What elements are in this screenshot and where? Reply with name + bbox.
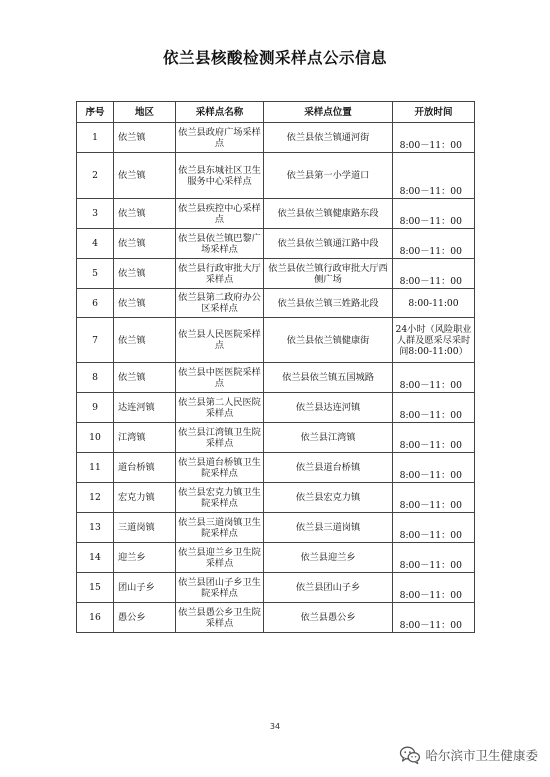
row-opening-hours: 8:00－11：00 xyxy=(393,603,475,633)
row-opening-hours: 8:00-11:00 xyxy=(393,289,475,318)
row-site-name: 依兰县依兰镇巴黎广场采样点 xyxy=(176,229,264,259)
row-opening-hours: 8:00－11：00 xyxy=(393,363,475,393)
table-row xyxy=(77,153,475,199)
row-region: 达连河镇 xyxy=(114,393,176,423)
row-site-name: 依兰县团山子乡卫生院采样点 xyxy=(176,573,264,603)
row-number: 7 xyxy=(77,318,114,363)
table-row xyxy=(77,423,475,453)
row-number: 11 xyxy=(77,453,114,483)
row-number: 2 xyxy=(77,153,114,199)
row-site-name: 依兰县江湾镇卫生院采样点 xyxy=(176,423,264,453)
row-site-name: 依兰县中医医院采样点 xyxy=(176,363,264,393)
column-header-site-location: 采样点位置 xyxy=(264,102,393,123)
row-number: 8 xyxy=(77,363,114,393)
row-site-name: 依兰县人民医院采样点 xyxy=(176,318,264,363)
row-region: 依兰镇 xyxy=(114,153,176,199)
row-site-name: 依兰县三道岗镇卫生院采样点 xyxy=(176,513,264,543)
table-row xyxy=(77,543,475,573)
row-site-location: 依兰县愚公乡 xyxy=(264,603,393,633)
table-row xyxy=(77,603,475,633)
row-site-location: 依兰县三道岗镇 xyxy=(264,513,393,543)
row-number: 12 xyxy=(77,483,114,513)
table-row xyxy=(77,453,475,483)
row-site-name: 依兰县疾控中心采样点 xyxy=(176,199,264,229)
table-header-row xyxy=(77,102,475,123)
row-number: 15 xyxy=(77,573,114,603)
row-opening-hours: 8:00－11：00 xyxy=(393,153,475,199)
row-region: 团山子乡 xyxy=(114,573,176,603)
row-region: 三道岗镇 xyxy=(114,513,176,543)
row-opening-hours: 8:00－11：00 xyxy=(393,543,475,573)
row-site-name: 依兰县行政审批大厅采样点 xyxy=(176,259,264,289)
row-opening-hours: 8:00－11：00 xyxy=(393,199,475,229)
row-number: 9 xyxy=(77,393,114,423)
wechat-icon xyxy=(399,745,421,765)
watermark xyxy=(399,744,538,766)
row-number: 14 xyxy=(77,543,114,573)
row-site-name: 依兰县迎兰乡卫生院采样点 xyxy=(176,543,264,573)
row-site-location: 依兰县依兰镇通江路中段 xyxy=(264,229,393,259)
row-number: 13 xyxy=(77,513,114,543)
sampling-sites-table xyxy=(76,101,475,633)
table-row xyxy=(77,229,475,259)
row-site-location: 依兰县依兰镇五国城路 xyxy=(264,363,393,393)
row-site-name: 依兰县第二人民医院采样点 xyxy=(176,393,264,423)
row-region: 依兰镇 xyxy=(114,199,176,229)
row-site-location: 依兰县依兰镇行政审批大厅西侧广场 xyxy=(264,259,393,289)
watermark-text: 哈尔滨市卫生健康委 xyxy=(425,748,538,763)
row-site-location: 依兰县依兰镇健康街 xyxy=(264,318,393,363)
row-site-location: 依兰县依兰镇三姓路北段 xyxy=(264,289,393,318)
row-site-location: 依兰县迎兰乡 xyxy=(264,543,393,573)
row-site-name: 依兰县道台桥镇卫生院采样点 xyxy=(176,453,264,483)
column-header-opening-hours: 开放时间 xyxy=(393,102,475,123)
row-opening-hours: 8:00－11：00 xyxy=(393,573,475,603)
column-header-site-name: 采样点名称 xyxy=(176,102,264,123)
table-row xyxy=(77,513,475,543)
table-row xyxy=(77,199,475,229)
row-opening-hours: 8:00－11：00 xyxy=(393,453,475,483)
row-site-location: 依兰县团山子乡 xyxy=(264,573,393,603)
table-row xyxy=(77,318,475,363)
row-site-location: 依兰县江湾镇 xyxy=(264,423,393,453)
page-number: 34 xyxy=(269,722,281,731)
row-number: 4 xyxy=(77,229,114,259)
row-region: 依兰镇 xyxy=(114,259,176,289)
table-row xyxy=(77,483,475,513)
row-opening-hours: 8:00－11：00 xyxy=(393,229,475,259)
row-site-location: 依兰县第一小学道口 xyxy=(264,153,393,199)
table-row xyxy=(77,289,475,318)
row-region: 依兰镇 xyxy=(114,123,176,153)
table-row xyxy=(77,393,475,423)
row-region: 迎兰乡 xyxy=(114,543,176,573)
row-region: 依兰镇 xyxy=(114,363,176,393)
row-region: 宏克力镇 xyxy=(114,483,176,513)
table-row xyxy=(77,573,475,603)
table-row xyxy=(77,123,475,153)
row-site-name: 依兰县愚公乡卫生院采样点 xyxy=(176,603,264,633)
row-opening-hours: 8:00－11：00 xyxy=(393,483,475,513)
page-title: 依兰县核酸检测采样点公示信息 xyxy=(162,49,387,67)
row-site-location: 依兰县依兰镇通河街 xyxy=(264,123,393,153)
row-site-name: 依兰县东城社区卫生服务中心采样点 xyxy=(176,153,264,199)
row-site-location: 依兰县宏克力镇 xyxy=(264,483,393,513)
row-number: 1 xyxy=(77,123,114,153)
column-header-number: 序号 xyxy=(77,102,114,123)
row-opening-hours: 8:00－11：00 xyxy=(393,513,475,543)
row-site-location: 依兰县达连河镇 xyxy=(264,393,393,423)
row-number: 5 xyxy=(77,259,114,289)
table-row xyxy=(77,259,475,289)
row-site-name: 依兰县政府广场采样点 xyxy=(176,123,264,153)
row-region: 愚公乡 xyxy=(114,603,176,633)
row-region: 依兰镇 xyxy=(114,318,176,363)
row-opening-hours: 8:00－11：00 xyxy=(393,393,475,423)
row-site-location: 依兰县依兰镇健康路东段 xyxy=(264,199,393,229)
row-site-location: 依兰县道台桥镇 xyxy=(264,453,393,483)
row-opening-hours: 24小时（风险职业人群及愿采尽采时间8:00-11:00） xyxy=(393,318,475,363)
row-opening-hours: 8:00－11：00 xyxy=(393,259,475,289)
row-opening-hours: 8:00－11：00 xyxy=(393,423,475,453)
row-opening-hours: 8:00－11：00 xyxy=(393,123,475,153)
row-site-name: 依兰县第二政府办公区采样点 xyxy=(176,289,264,318)
row-number: 6 xyxy=(77,289,114,318)
row-number: 3 xyxy=(77,199,114,229)
row-region: 依兰镇 xyxy=(114,229,176,259)
row-number: 10 xyxy=(77,423,114,453)
row-region: 道台桥镇 xyxy=(114,453,176,483)
column-header-region: 地区 xyxy=(114,102,176,123)
row-region: 依兰镇 xyxy=(114,289,176,318)
table-row xyxy=(77,363,475,393)
row-site-name: 依兰县宏克力镇卫生院采样点 xyxy=(176,483,264,513)
row-region: 江湾镇 xyxy=(114,423,176,453)
row-number: 16 xyxy=(77,603,114,633)
